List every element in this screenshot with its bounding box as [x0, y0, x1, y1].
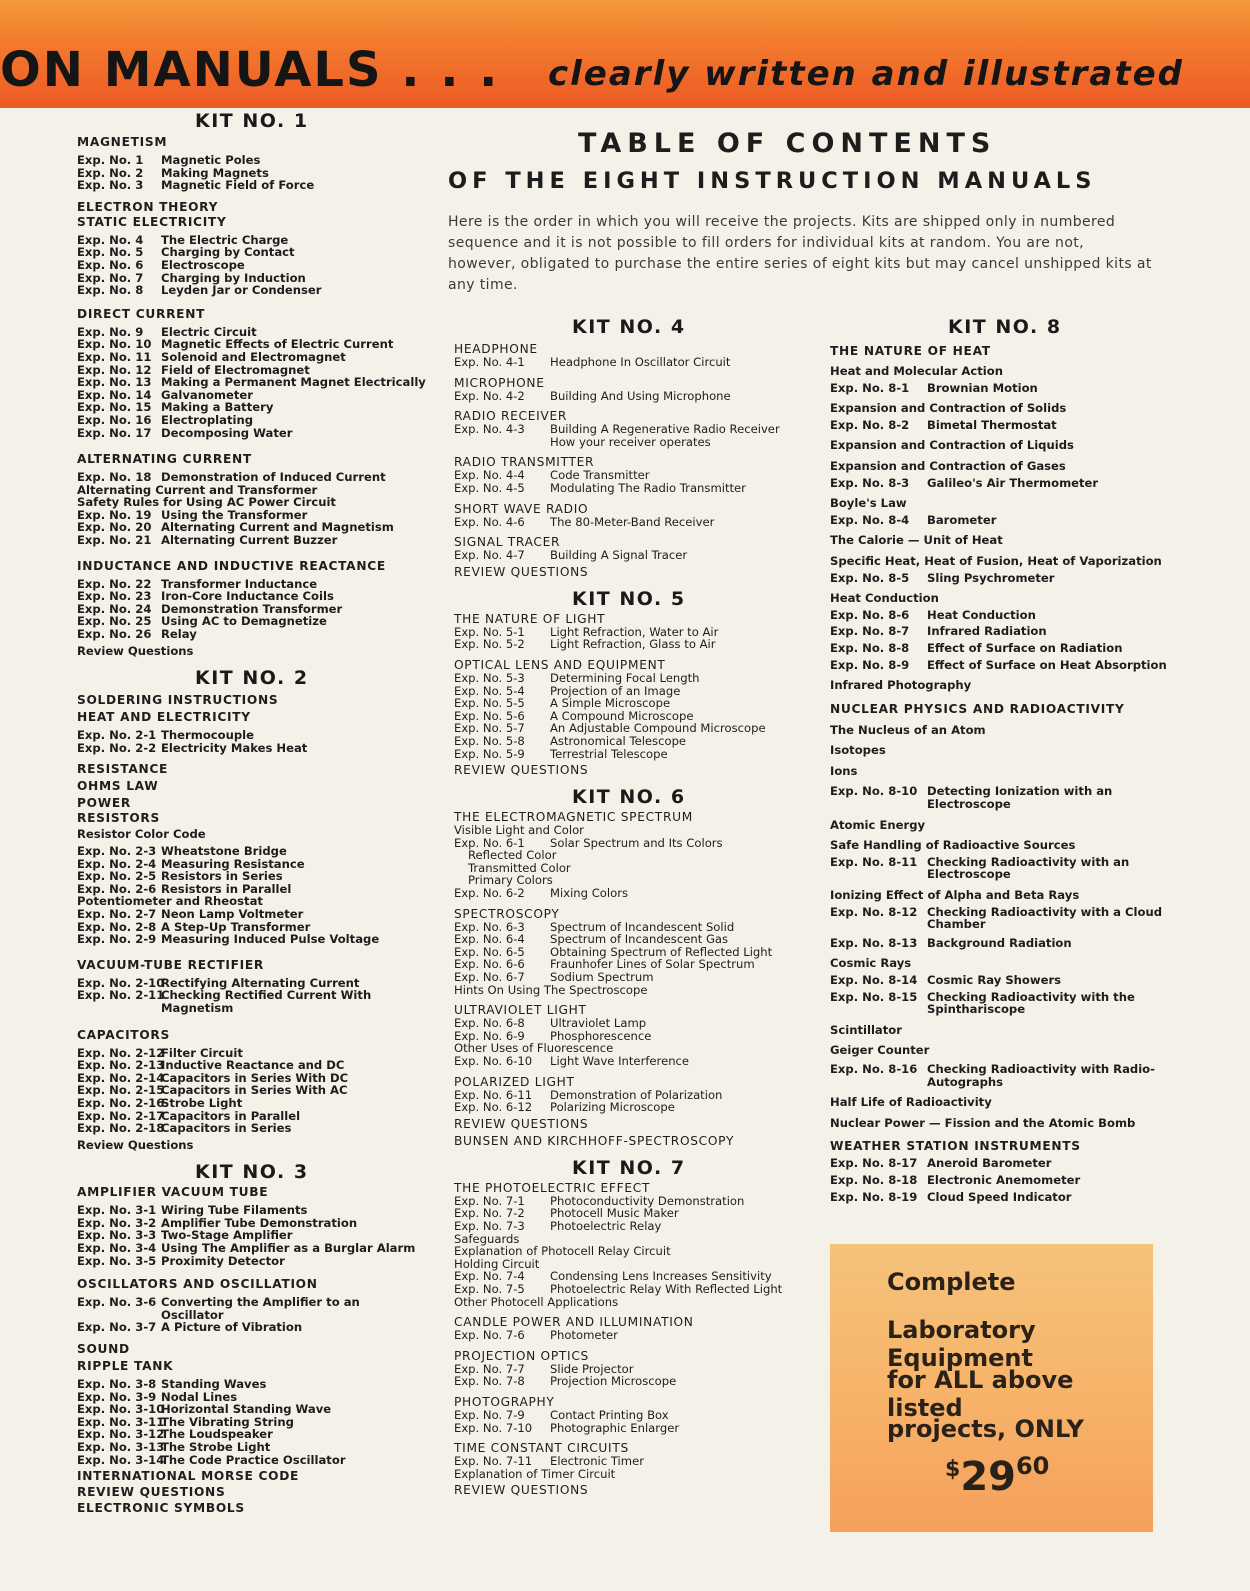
experiment-item: Exp. No. 4-3 Building A Regenerative Radio Receiver [454, 422, 780, 437]
section-heading: ULTRAVIOLET LIGHT [454, 1003, 587, 1018]
experiment-item: Exp. No. 10 Magnetic Effects of Electric Current [77, 337, 394, 352]
section-heading: ELECTRON THEORY [77, 199, 219, 214]
experiment-item: Exp. No. 6-11 Demonstration of Polarization [454, 1087, 723, 1102]
experiment-item: Exp. No. 8-5 Sling Psychrometer [830, 570, 1055, 585]
experiment-item: Exp. No. 8-19 Cloud Speed Indicator [830, 1189, 1072, 1204]
section-heading: RADIO TRANSMITTER [454, 455, 595, 470]
price-whole: 29 [960, 1454, 1016, 1500]
section-heading: PHOTOGRAPHY [454, 1394, 555, 1409]
price-cents: 60 [1015, 1452, 1050, 1480]
experiment-item: Exp. No. 2-13Inductive Reactance and DC [77, 1058, 345, 1073]
experiment-item: Exp. No. 6-9 Phosphorescence [454, 1028, 652, 1043]
topic-item: Other Uses of Fluorescence [454, 1041, 614, 1056]
section-heading: ELECTRONIC SYMBOLS [77, 1501, 245, 1516]
offer-line: projects, ONLY [887, 1415, 1084, 1443]
experiment-item: Exp. No. 8-10 Detecting Ionization with an [830, 784, 1113, 799]
topic-item: Transmitted Color [468, 860, 571, 875]
review-item: REVIEW QUESTIONS [454, 1483, 589, 1498]
section-heading: SHORT WAVE RADIO [454, 501, 589, 516]
experiment-item: Exp. No. 7-8 Projection Microscope [454, 1374, 677, 1389]
experiment-item: Exp. No. 8-4 Barometer [830, 512, 997, 527]
section-heading: RESISTORS [77, 811, 160, 826]
experiment-item: Exp. No. 7-2 Photocell Music Maker [454, 1206, 679, 1221]
experiment-item: Exp. No. 2 Making Magnets [77, 165, 269, 180]
experiment-item: Exp. No. 5-8 Astronomical Telescope [454, 733, 687, 748]
topic-item: Expansion and Contraction of Gases [830, 458, 1066, 473]
topic-item: Half Life of Radioactivity [830, 1095, 992, 1110]
section-heading: STATIC ELECTRICITY [77, 214, 227, 229]
experiment-item: Exp. No. 3 Magnetic Field of Force [77, 178, 315, 193]
topic-item: Expansion and Contraction of Solids [830, 401, 1067, 416]
intro-paragraph: Here is the order in which you will receive the projects. Kits are shipped only in numbered sequence and it is not possible to fill orders for individual kits at random. You are not, however, obligated to purchase the entire series of eight kits but may cancel unshipped kits at any time. [448, 214, 1152, 293]
kit-3-title: KIT NO. 3 [195, 1161, 309, 1184]
topic-item: Explanation of Timer Circuit [454, 1466, 616, 1481]
experiment-continuation: How your receiver operates [550, 434, 711, 449]
experiment-item: Exp. No. 5-2 Light Refraction, Glass to Air [454, 637, 716, 652]
experiment-item: Exp. No. 4-2 Building And Using Microphone [454, 388, 731, 403]
experiment-item: Exp. No. 2-17Capacitors in Parallel [77, 1108, 301, 1123]
section-heading: MAGNETISM [77, 135, 168, 149]
column-kits-4-7 [454, 316, 824, 1497]
experiment-item: Exp. No. 19 Using the Transformer [77, 507, 308, 522]
experiment-item: Exp. No. 2-7 Neon Lamp Voltmeter [77, 906, 304, 921]
experiment-item: Exp. No. 6-5 Obtaining Spectrum of Reflected Light [454, 944, 773, 959]
experiment-item: Exp. No. 13 Making a Permanent Magnet Electrically [77, 375, 426, 390]
experiment-item: Exp. No. 4-4 Code Transmitter [454, 468, 650, 483]
experiment-item: Exp. No. 6-1 Solar Spectrum and Its Colors [454, 835, 723, 850]
experiment-item: Exp. No. 6-10 Light Wave Interference [454, 1054, 690, 1068]
section-heading: CAPACITORS [77, 1027, 170, 1042]
experiment-continuation: Electroscope [927, 867, 1011, 882]
section-heading: THE NATURE OF HEAT [830, 344, 991, 358]
experiment-item: Exp. No. 16 Electroplating [77, 412, 254, 427]
section-heading: POWER [77, 796, 131, 811]
section-heading: SPECTROSCOPY [454, 906, 560, 921]
topic-item: Boyle's Law [830, 496, 907, 511]
experiment-item: Exp. No. 14 Galvanometer [77, 387, 253, 402]
experiment-item: Exp. No. 5-5 A Simple Microscope [454, 696, 671, 711]
kit-6-title: KIT NO. 6 [572, 786, 686, 809]
toc-subtitle: OF THE EIGHT INSTRUCTION MANUALS [448, 168, 1097, 194]
experiment-item: Exp. No. 3-5 Proximity Detector [77, 1253, 285, 1268]
experiment-item: Exp. No. 2-3 Wheatstone Bridge [77, 844, 287, 858]
experiment-item: Exp. No. 6-3 Spectrum of Incandescent Solid [454, 919, 735, 934]
topic-item: Safe Handling of Radioactive Sources [830, 838, 1076, 853]
experiment-item: Exp. No. 3-14The Code Practice Oscillator [77, 1452, 346, 1467]
experiment-continuation: Magnetism [161, 1000, 234, 1015]
kit-5-title: KIT NO. 5 [572, 587, 686, 610]
topic-item: Expansion and Contraction of Liquids [830, 438, 1074, 453]
topic-item: Specific Heat, Heat of Fusion, Heat of Vaporization [830, 553, 1162, 568]
section-heading: TIME CONSTANT CIRCUITS [454, 1441, 629, 1456]
experiment-item: Exp. No. 25 Using AC to Demagnetize [77, 614, 327, 629]
experiment-item: Exp. No. 3-11The Vibrating String [77, 1414, 294, 1429]
column-kits-1-3 [77, 108, 437, 1515]
section-heading: MICROPHONE [454, 375, 545, 390]
experiment-item: Exp. No. 7-1 Photoconductivity Demonstration [454, 1193, 745, 1208]
experiment-item: Exp. No. 2-9 Measuring Induced Pulse Voltage [77, 932, 380, 947]
banner-title: ON MANUALS . . . [0, 42, 500, 98]
section-heading: OHMS LAW [77, 779, 159, 794]
banner-subtitle: clearly written and illustrated [548, 54, 1185, 94]
topic-item: Nuclear Power — Fission and the Atomic Bomb [830, 1115, 1136, 1130]
experiment-item: Exp. No. 7-9 Contact Printing Box [454, 1407, 669, 1422]
section-heading: THE ELECTROMAGNETIC SPECTRUM [454, 810, 693, 825]
topic-item: Heat Conduction [830, 591, 939, 606]
experiment-item: Exp. No. 3-1 Wiring Tube Filaments [77, 1203, 308, 1218]
review-item: REVIEW QUESTIONS [454, 564, 589, 579]
kit-2-title: KIT NO. 2 [195, 667, 309, 690]
experiment-item: Exp. No. 7-11 Electronic Timer [454, 1454, 644, 1469]
kit-1-title: KIT NO. 1 [195, 110, 309, 132]
experiment-item: Exp. No. 21 Alternating Current Buzzer [77, 533, 338, 548]
experiment-item: Exp. No. 2-14Capacitors in Series With DC [77, 1070, 349, 1085]
section-heading: INDUCTANCE AND INDUCTIVE REACTANCE [77, 558, 386, 573]
topic-item: Isotopes [830, 743, 886, 758]
experiment-item: Exp. No. 6-2 Mixing Colors [454, 886, 629, 901]
topic-item: Atomic Energy [830, 817, 926, 832]
experiment-item: Exp. No. 23 Iron-Core Inductance Coils [77, 589, 334, 604]
experiment-item: Exp. No. 3-2 Amplifier Tube Demonstration [77, 1215, 358, 1230]
experiment-item: Exp. No. 7 Charging by Induction [77, 270, 306, 285]
kit-4-title: KIT NO. 4 [572, 316, 686, 338]
topic-item: Reflected Color [468, 848, 557, 863]
section-heading: OPTICAL LENS AND EQUIPMENT [454, 657, 666, 672]
experiment-item: Exp. No. 12 Field of Electromagnet [77, 362, 310, 377]
experiment-item: Exp. No. 3-9 Nodal Lines [77, 1389, 238, 1404]
topic-item: Safeguards [454, 1231, 520, 1246]
section-heading: RESISTANCE [77, 762, 169, 777]
experiment-item: Exp. No. 6-12 Polarizing Microscope [454, 1100, 675, 1115]
experiment-item: Exp. No. 8-6 Heat Conduction [830, 607, 1036, 622]
offer-line: Laboratory Equipment [887, 1316, 1036, 1372]
section-heading: SOUND [77, 1342, 130, 1357]
offer-line: for ALL above listed [887, 1366, 1074, 1422]
experiment-item: Exp. No. 3-12The Loudspeaker [77, 1427, 273, 1442]
section-heading: SIGNAL TRACER [454, 535, 561, 550]
experiment-item: Exp. No. 2-18Capacitors in Series [77, 1121, 292, 1136]
experiment-item: Exp. No. 2-16Strobe Light [77, 1095, 243, 1110]
topic-item: Cosmic Rays [830, 956, 912, 971]
section-heading: CANDLE POWER AND ILLUMINATION [454, 1315, 694, 1330]
price-dollar-sign: $ [945, 1457, 961, 1482]
experiment-item: Exp. No. 7-3 Photoelectric Relay [454, 1218, 662, 1233]
experiment-item: Exp. No. 11 Solenoid and Electromagnet [77, 349, 346, 364]
experiment-item: Exp. No. 8-9 Effect of Surface on Heat Absorption [830, 657, 1167, 672]
topic-item: Geiger Counter [830, 1043, 930, 1058]
experiment-item: Exp. No. 20 Alternating Current and Magnetism [77, 520, 394, 535]
experiment-item: Exp. No. 7-5 Photoelectric Relay With Reflected Light [454, 1281, 783, 1296]
section-heading: THE NATURE OF LIGHT [454, 611, 606, 626]
column-kit-8 [830, 316, 1170, 1203]
experiment-item: Exp. No. 4-1 Headphone In Oscillator Circuit [454, 355, 731, 369]
section-heading: REVIEW QUESTIONS [77, 1485, 226, 1500]
topic-item: Hints On Using The Spectroscope [454, 982, 648, 997]
experiment-item: Exp. No. 3-10Horizontal Standing Wave [77, 1402, 332, 1417]
experiment-item: Exp. No. 8-8 Effect of Surface on Radiation [830, 640, 1123, 655]
experiment-item: Exp. No. 3-13The Strobe Light [77, 1440, 271, 1454]
experiment-item: Exp. No. 5-1 Light Refraction, Water to Air [454, 624, 719, 639]
experiment-item: Exp. No. 3-4 Using The Amplifier as a Burglar Alarm [77, 1241, 416, 1256]
section-heading: VACUUM-TUBE RECTIFIER [77, 957, 265, 972]
experiment-item: Exp. No. 6-8 Ultraviolet Lamp [454, 1016, 647, 1031]
section-heading: THE PHOTOELECTRIC EFFECT [454, 1180, 651, 1195]
review-item: REVIEW QUESTIONS [454, 1116, 589, 1131]
experiment-item: Exp. No. 2-5 Resistors in Series [77, 869, 283, 884]
experiment-item: Exp. No. 1 Magnetic Poles [77, 153, 261, 167]
topic-item: Resistor Color Code [77, 827, 206, 842]
topic-item: Infrared Photography [830, 678, 972, 693]
section-heading: WEATHER STATION INSTRUMENTS [830, 1139, 1081, 1154]
experiment-item: Exp. No. 2-10Rectifying Alternating Current [77, 975, 360, 990]
experiment-item: Exp. No. 5-9 Terrestrial Telescope [454, 746, 668, 761]
experiment-item: Exp. No. 3-6 Converting the Amplifier to an [77, 1295, 360, 1310]
experiment-item: Exp. No. 6-4 Spectrum of Incandescent Gas [454, 932, 729, 947]
section-heading: INTERNATIONAL MORSE CODE [77, 1469, 300, 1484]
section-heading: OSCILLATORS AND OSCILLATION [77, 1277, 318, 1292]
experiment-item: Exp. No. 2-6 Resistors in Parallel [77, 881, 292, 896]
experiment-item: Exp. No. 6-6 Fraunhofer Lines of Solar Spectrum [454, 957, 755, 972]
experiment-item: Exp. No. 9 Electric Circuit [77, 324, 257, 339]
section-heading: DIRECT CURRENT [77, 306, 206, 321]
experiment-item: Exp. No. 7-10 Photographic Enlarger [454, 1420, 680, 1435]
experiment-item: Exp. No. 4 The Electric Charge [77, 232, 289, 247]
experiment-item: Exp. No. 3-8 Standing Waves [77, 1377, 267, 1392]
experiment-item: Exp. No. 2-4 Measuring Resistance [77, 856, 305, 871]
experiment-item: Exp. No. 5-3 Determining Focal Length [454, 670, 700, 685]
experiment-item: Exp. No. 15 Making a Battery [77, 400, 274, 415]
review-item: Review Questions [77, 643, 194, 658]
offer-box [830, 1244, 1153, 1532]
experiment-item: Exp. No. 8-11 Checking Radioactivity with an [830, 854, 1130, 869]
experiment-continuation: Oscillator [161, 1307, 224, 1322]
experiment-continuation: Spinthariscope [927, 1002, 1026, 1017]
experiment-item: Exp. No. 5-6 A Compound Microscope [454, 708, 694, 723]
experiment-item: Exp. No. 8-1 Brownian Motion [830, 380, 1038, 395]
offer-price [945, 1452, 1049, 1500]
experiment-item: Exp. No. 5 Charging by Contact [77, 245, 295, 260]
topic-item: The Nucleus of an Atom [830, 722, 986, 737]
toc-title: TABLE OF CONTENTS [578, 128, 997, 159]
topic-item: Explanation of Photocell Relay Circuit [454, 1244, 671, 1259]
topic-item: Alternating Current and Transformer [77, 482, 318, 497]
experiment-item: Exp. No. 6-7 Sodium Spectrum [454, 970, 654, 985]
section-heading: RIPPLE TANK [77, 1359, 174, 1374]
experiment-item: Exp. No. 24 Demonstration Transformer [77, 601, 343, 616]
experiment-item: Exp. No. 8-18 Electronic Anemometer [830, 1172, 1081, 1187]
section-heading: POLARIZED LIGHT [454, 1074, 575, 1089]
experiment-continuation: Chamber [927, 917, 986, 932]
experiment-item: Exp. No. 5-4 Projection of an Image [454, 683, 681, 698]
experiment-item: Exp. No. 4-5 Modulating The Radio Transmitter [454, 480, 746, 495]
section-heading: AMPLIFIER VACUUM TUBE [77, 1185, 269, 1200]
experiment-item: Exp. No. 26 Relay [77, 627, 197, 642]
experiment-item: Exp. No. 2-1 Thermocouple [77, 728, 255, 743]
experiment-continuation: Autographs [927, 1074, 1004, 1089]
offer-line: Complete [887, 1268, 1016, 1296]
experiment-item: Exp. No. 8-16 Checking Radioactivity with Radio- [830, 1061, 1155, 1076]
experiment-item: Exp. No. 8-15 Checking Radioactivity with the [830, 989, 1135, 1004]
experiment-continuation: Electroscope [927, 797, 1011, 812]
section-heading: SOLDERING INSTRUCTIONS [77, 693, 279, 708]
section-heading: HEAT AND ELECTRICITY [77, 710, 251, 725]
experiment-item: Exp. No. 18 Demonstration of Induced Current [77, 470, 386, 485]
experiment-item: Exp. No. 2-11Checking Rectified Current With [77, 988, 372, 1003]
experiment-item: Exp. No. 7-4 Condensing Lens Increases Sensitivity [454, 1269, 772, 1284]
section-heading: ALTERNATING CURRENT [77, 452, 252, 467]
experiment-item: Exp. No. 8-3 Galileo's Air Thermometer [830, 475, 1099, 490]
experiment-item: Exp. No. 3-3 Two-Stage Amplifier [77, 1228, 293, 1243]
topic-item: Ionizing Effect of Alpha and Beta Rays [830, 888, 1080, 903]
kit-7-title: KIT NO. 7 [572, 1156, 686, 1179]
review-item: Review Questions [77, 1137, 194, 1152]
kit-8-title: KIT NO. 8 [948, 316, 1062, 338]
topic-item: Other Photocell Applications [454, 1294, 619, 1309]
topic-item: Visible Light and Color [454, 823, 584, 838]
experiment-item: Exp. No. 4-7 Building A Signal Tracer [454, 548, 688, 563]
experiment-item: Exp. No. 8 Leyden Jar or Condenser [77, 283, 322, 298]
experiment-item: Exp. No. 8-17 Aneroid Barometer [830, 1156, 1052, 1171]
section-heading: BUNSEN AND KIRCHHOFF-SPECTROSCOPY [454, 1133, 735, 1148]
experiment-item: Exp. No. 8-12 Checking Radioactivity with a Cloud [830, 904, 1163, 919]
experiment-item: Exp. No. 5-7 An Adjustable Compound Microscope [454, 721, 766, 736]
topic-item: Scintillator [830, 1022, 902, 1037]
section-heading: PROJECTION OPTICS [454, 1348, 589, 1363]
topic-item: Potentiometer and Rheostat [77, 894, 263, 909]
topic-item: Safety Rules for Using AC Power Circuit [77, 495, 336, 510]
experiment-item: Exp. No. 2-8 A Step-Up Transformer [77, 919, 311, 934]
review-item: REVIEW QUESTIONS [454, 763, 589, 778]
experiment-item: Exp. No. 7-6 Photometer [454, 1328, 618, 1343]
experiment-item: Exp. No. 8-7 Infrared Radiation [830, 624, 1047, 639]
section-heading: RADIO RECEIVER [454, 409, 568, 424]
experiment-item: Exp. No. 8-2 Bimetal Thermostat [830, 417, 1057, 432]
experiment-item: Exp. No. 22 Transformer Inductance [77, 576, 318, 591]
topic-item: Holding Circuit [454, 1256, 540, 1271]
section-heading: HEADPHONE [454, 342, 538, 356]
experiment-item: Exp. No. 8-13 Background Radiation [830, 935, 1072, 950]
experiment-item: Exp. No. 2-2 Electricity Makes Heat [77, 740, 308, 755]
experiment-item: Exp. No. 3-7 A Picture of Vibration [77, 1320, 303, 1335]
experiment-item: Exp. No. 4-6 The 80-Meter-Band Receiver [454, 514, 715, 529]
topic-item: Primary Colors [468, 873, 553, 888]
experiment-item: Exp. No. 8-14 Cosmic Ray Showers [830, 973, 1062, 987]
experiment-item: Exp. No. 17 Decomposing Water [77, 425, 293, 440]
section-heading: NUCLEAR PHYSICS AND RADIOACTIVITY [830, 701, 1125, 716]
experiment-item: Exp. No. 2-12Filter Circuit [77, 1045, 243, 1060]
topic-item: The Calorie — Unit of Heat [830, 533, 1003, 548]
experiment-item: Exp. No. 7-7 Slide Projector [454, 1361, 634, 1376]
experiment-item: Exp. No. 6 Electroscope [77, 257, 245, 272]
header-banner [0, 0, 1250, 108]
topic-item: Ions [830, 763, 858, 778]
topic-item: Heat and Molecular Action [830, 364, 1003, 378]
experiment-item: Exp. No. 2-15Capacitors in Series With AC [77, 1083, 348, 1098]
